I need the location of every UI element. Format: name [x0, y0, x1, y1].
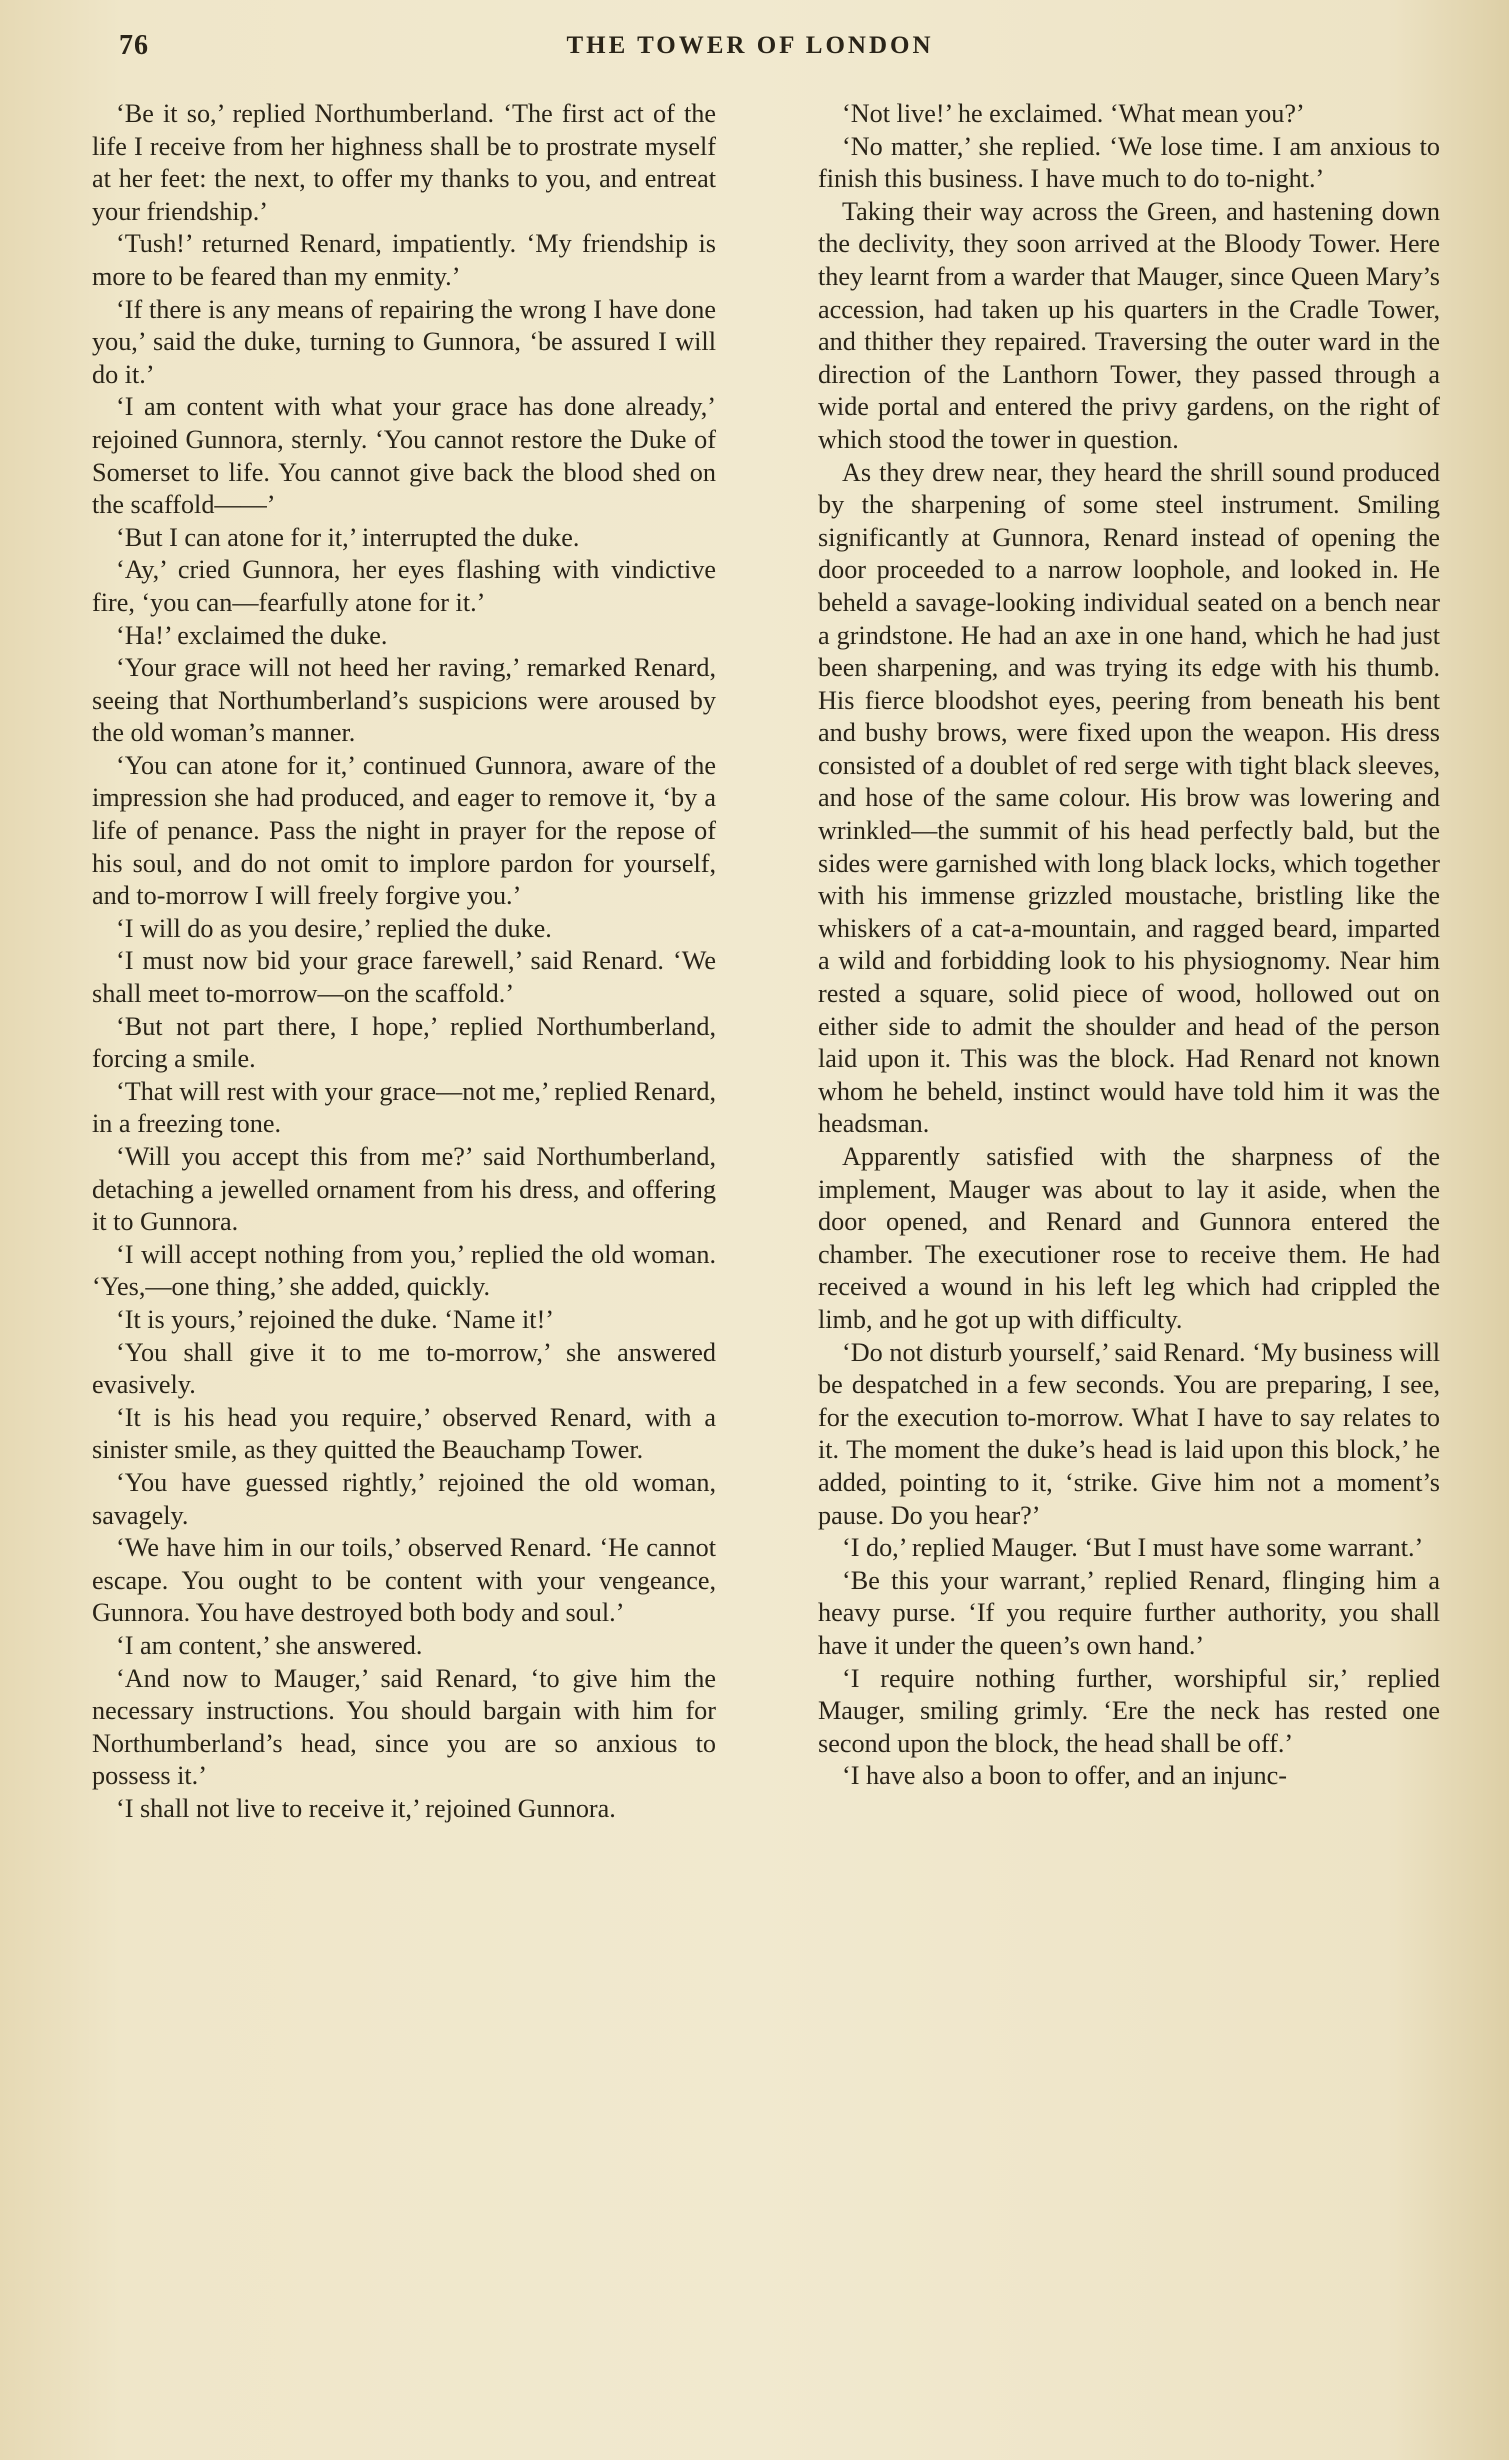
paragraph: ‘You shall give it to me to-morrow,’ she answered evasively. — [92, 1337, 716, 1400]
paragraph: ‘We have him in our toils,’ observed Renard. ‘He cannot escape. You ought to be content with your vengeance, Gunnora. You have destroyed both body and soul.’ — [92, 1533, 716, 1628]
paragraph: ‘But not part there, I hope,’ replied Northumberland, forcing a smile. — [92, 1011, 716, 1074]
paragraph: ‘I must now bid your grace farewell,’ said Renard. ‘We shall meet to-morrow—on the scaffold.’ — [92, 946, 716, 1009]
paragraph: ‘You can atone for it,’ continued Gunnora, aware of the impression she had produced, and eager to remove it, ‘by a life of penance. Pass the night in prayer for the repose of his soul, and do not omit to implore pardon for yourself, and to-morrow I will freely forgive you.’ — [92, 750, 716, 911]
paragraph: ‘I do,’ replied Mauger. ‘But I must have some warrant.’ — [842, 1533, 1424, 1563]
paragraph: ‘It is his head you require,’ observed Renard, with a sinister smile, as they quitted the Beauchamp Tower. — [92, 1402, 716, 1465]
paragraph: ‘I am content,’ she answered. — [116, 1630, 423, 1660]
paragraph: ‘And now to Mauger,’ said Renard, ‘to give him the necessary instructions. You should bargain with him for Northumberland’s head, since you are so anxious to possess it.’ — [92, 1663, 716, 1791]
paragraph: ‘I will accept nothing from you,’ replied the old woman. ‘Yes,—one thing,’ she added, quickly. — [92, 1239, 716, 1302]
paragraph: ‘No matter,’ she replied. ‘We lose time. I am anxious to finish this business. I have much to do to-night.’ — [818, 131, 1440, 194]
paragraph: ‘Not live!’ he exclaimed. ‘What mean you?’ — [842, 99, 1305, 128]
paragraph: ‘But I can atone for it,’ interrupted the duke. — [116, 522, 580, 552]
paragraph: ‘Ay,’ cried Gunnora, her eyes flashing with vindictive fire, ‘you can—fearfully atone for it.’ — [92, 555, 716, 617]
running-title: THE TOWER OF LONDON — [566, 32, 934, 59]
paragraph: ‘Will you accept this from me?’ said Northumberland, detaching a jewelled ornament from his dress, and offering it to Gunnora. — [92, 1142, 716, 1237]
paragraph: ‘If there is any means of repairing the wrong I have done you,’ said the duke, turning to Gunnora, ‘be assured I will do it.’ — [92, 294, 716, 389]
paragraph: ‘Tush!’ returned Renard, impatiently. ‘My friendship is more to be feared than my enmity.’ — [92, 229, 716, 291]
paragraph: ‘That will rest with your grace—not me,’ replied Renard, in a freezing tone. — [92, 1076, 716, 1139]
paragraph: ‘Ha!’ exclaimed the duke. — [116, 620, 388, 650]
paragraph: ‘I require nothing further, worshipful sir,’ replied Mauger, smiling grimly. ‘Ere the neck has rested one second upon the block, the head shall be off.’ — [818, 1663, 1440, 1758]
paragraph: ‘Your grace will not heed her raving,’ remarked Renard, seeing that Northumberland’s suspicions were aroused by the old woman’s manner. — [92, 653, 716, 748]
page-header — [115, 30, 1385, 70]
paragraph: ‘Be this your warrant,’ replied Renard, flinging him a heavy purse. ‘If you require further authority, you shall have it under the queen’s own hand.’ — [818, 1565, 1440, 1660]
paragraph: ‘I am content with what your grace has done already,’ rejoined Gunnora, sternly. ‘You cannot restore the Duke of Somerset to life. You cannot give back the blood shed on the scaffold——’ — [92, 392, 716, 520]
paragraph: ‘Do not disturb yourself,’ said Renard. ‘My business will be despatched in a few seconds. You are preparing, I see, for the execution to-morrow. What I have to say relates to it. The moment the duke’s head is laid upon this block,’ he added, pointing to it, ‘strike. Give him not a moment’s pause. Do you hear?’ — [818, 1337, 1440, 1530]
paragraph: ‘I have also a boon to offer, and an injunc- — [842, 1761, 1287, 1791]
paragraph: Taking their way across the Green, and hastening down the declivity, they soon arrived at the Bloody Tower. Here they learnt from a warder that Mauger, since Queen Mary’s accession, had taken up his quarters in the Cradle Tower, and thither they repaired. Traversing the outer ward in the direction of the Lanthorn Tower, they passed through a wide portal and entered the privy gardens, on the right of which stood the tower in question. — [818, 196, 1440, 454]
page-number: 76 — [119, 30, 149, 61]
paragraph: ‘I shall not live to receive it,’ rejoined Gunnora. — [116, 1793, 616, 1823]
paragraph: ‘I will do as you desire,’ replied the duke. — [116, 913, 552, 943]
paragraph: As they drew near, they heard the shrill sound produced by the sharpening of some steel instrument. Smiling significantly at Gunnora, Renard instead of opening the door proceeded to a narrow loophole, and looked in. He beheld a savage-looking individual seated on a bench near a grindstone. He had an axe in one hand, which he had just been sharpening, and was trying its edge with his thumb. His fierce bloodshot eyes, peering from beneath his bent and bushy brows, were fixed upon the weapon. His dress consisted of a doublet of red serge with tight black sleeves, and hose of the same colour. His brow was lowering and wrinkled—the summit of his head perfectly bald, but the sides were garnished with long black locks, which together with his immense grizzled moustache, bristling like the whiskers of a cat-a-mountain, and ragged beard, imparted a wild and forbidding look to his physiognomy. Near him rested a square, solid piece of wood, hollowed out on either side to admit the shoulder and head of the person laid upon it. This was the block. Had Renard not known whom he beheld, instinct would have told him it was the headsman. — [818, 457, 1440, 1139]
paragraph: ‘You have guessed rightly,’ rejoined the old woman, savagely. — [92, 1467, 716, 1530]
paragraph: ‘Be it so,’ replied Northumberland. ‘The first act of the life I receive from her highness shall be to prostrate myself at her feet: the next, to offer my thanks to you, and entreat your friendship.’ — [92, 99, 716, 226]
right-column — [818, 98, 1440, 2428]
left-column — [92, 98, 716, 2428]
paragraph: ‘It is yours,’ rejoined the duke. ‘Name it!’ — [116, 1304, 555, 1334]
paragraph: Apparently satisfied with the sharpness of the implement, Mauger was about to lay it aside, when the door opened, and Renard and Gunnora entered the chamber. The executioner rose to receive them. He had received a wound in his left leg which had crippled the limb, and he got up with difficulty. — [818, 1142, 1440, 1334]
